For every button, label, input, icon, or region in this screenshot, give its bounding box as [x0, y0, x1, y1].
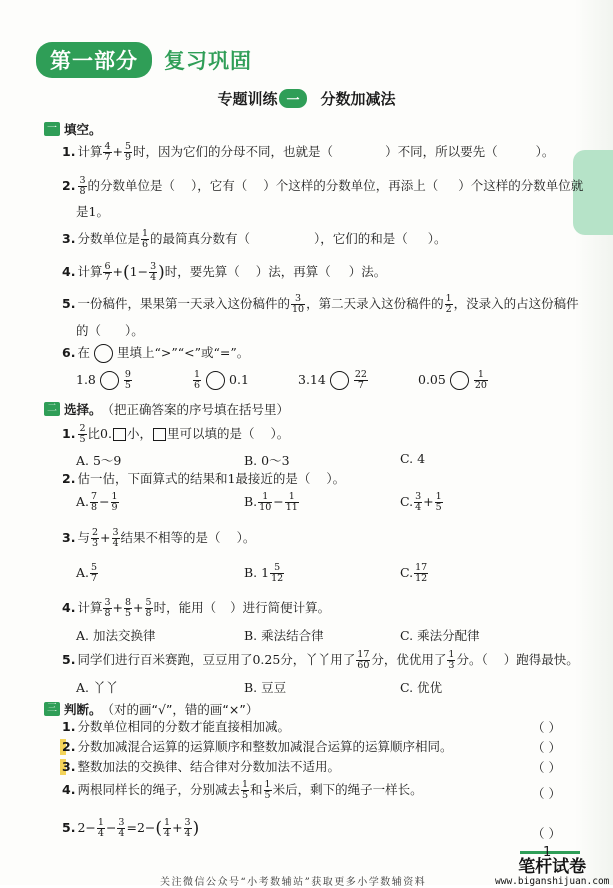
part-subtitle: 复习巩固 [164, 49, 252, 73]
fill-question-4: 4. 计算 $\frac{6}{7}$ +(1− $\frac{3}{4}$ )时，要先算（ ）法，再算（ ）法。 [62, 261, 387, 283]
judge-question-2: 2. 分数加减混合运算的运算顺序和整数加减混合运算的运算顺序相同。 [62, 739, 453, 754]
choice-1-option-c: C. 4 [400, 451, 426, 466]
compare-circle-icon [100, 371, 119, 390]
blank-box-icon [153, 428, 166, 441]
section-title: 判断。 [64, 702, 102, 717]
compare-item-b: $\frac{1}{6}$ 0.1 [194, 369, 249, 391]
judge-question-1: 1. 分数单位相同的分数才能直接相加减。 [62, 719, 290, 734]
choice-4-option-b: B. 乘法结合律 [244, 628, 324, 643]
choice-1-option-b: B. 0～3 [244, 453, 290, 468]
choice-1-option-a: A. 5～9 [76, 453, 122, 468]
choice-3-option-c: C. $\frac{17}{12}$ [400, 562, 428, 584]
section-note: （把正确答案的序号填在括号里） [101, 402, 290, 417]
compare-circle-icon [94, 344, 113, 363]
compare-item-d: 0.05 $\frac{1}{20}$ [418, 369, 487, 391]
judge-question-3: 3. 整数加法的交换律、结合律对分数加法不适用。 [62, 759, 340, 774]
section-badge: 一 [44, 122, 60, 136]
page-edge-shade [575, 0, 613, 885]
section-title: 选择。 [64, 402, 102, 417]
choice-4-option-a: A. 加法交换律 [76, 628, 156, 643]
judge-question-4: 4. 两根同样长的绳子，分别减去 $\frac{1}{5}$ 和 $\frac{1}{5}$ 米后，剩下的绳子一样长。 [62, 779, 423, 801]
watermark-title: 笔杆试卷 [518, 857, 587, 877]
choice-question-3: 3. 与 $\frac{2}{3}$ + $\frac{3}{4}$ 结果不相等的是（ ）。 [62, 527, 256, 549]
fill-question-2-cont: 是1。 [76, 204, 109, 219]
choice-2-option-c: C. $\frac{3}{4}$ + $\frac{1}{5}$ [400, 491, 442, 513]
choice-3-option-b: B. 1 $\frac{5}{12}$ [244, 562, 284, 584]
topic-name: 分数加减法 [320, 90, 396, 108]
section-true-false [44, 700, 258, 718]
part-header [36, 42, 252, 78]
choice-3-option-a: A. $\frac{5}{7}$ [76, 562, 98, 584]
choice-question-2: 2. 估一估，下面算式的结果和1最接近的是（ ）。 [62, 471, 346, 486]
page-number: 1 [543, 845, 552, 860]
judge-question-5: 5. 2− $\frac{1}{4}$ − $\frac{3}{4}$ =2−( $\frac{1}{4}$ + $\frac{3}{4}$ ) [62, 817, 200, 839]
judge-4-answer-box: （ ） [532, 786, 561, 801]
choice-2-option-a: A. $\frac{7}{8}$ − $\frac{1}{9}$ [76, 491, 118, 513]
choice-4-option-c: C. 乘法分配律 [400, 628, 480, 643]
choice-5-option-a: A. 丫丫 [76, 680, 118, 695]
section-multiple-choice [44, 400, 289, 418]
section-title: 填空。 [64, 122, 102, 137]
fill-question-6: 6. 在 里填上“>”“<”或“=”。 [62, 344, 249, 363]
section-badge: 二 [44, 402, 60, 416]
topic-title [0, 88, 613, 109]
fill-question-5-cont: 的（ ）。 [76, 323, 144, 338]
footer-note: 关注微信公众号“小考数辅站”获取更多小学数辅资料 [160, 877, 427, 888]
fill-question-1: 1. 计算 $\frac{4}{7}$ + $\frac{5}{9}$ 时，因为它们的分母不同，也就是（ ）不同，所以要先（ ）。 [62, 141, 555, 163]
choice-question-1: 1. $\frac{2}{5}$ 比0. 小， 里可以填的是（ ）。 [62, 423, 290, 445]
part-label: 第一部分 [36, 42, 152, 78]
judge-2-answer-box: （ ） [532, 740, 561, 755]
watermark-url: www.biganshijuan.com [495, 876, 610, 887]
section-note: （对的画“√”，错的画“×”） [101, 702, 259, 717]
watermark-logo [495, 852, 609, 887]
judge-3-answer-box: （ ） [532, 760, 561, 775]
topic-prefix: 专题训练 [217, 90, 278, 108]
topic-number-badge: 一 [279, 89, 306, 108]
judge-5-answer-box: （ ） [532, 826, 561, 841]
compare-circle-icon [450, 371, 469, 390]
fill-question-5: 5. 一份稿件，果果第一天录入这份稿件的 $\frac{3}{10}$ ，第二天录入这份稿件的 $\frac{1}{2}$ ，没录入的占这份稿件 [62, 293, 579, 315]
fill-question-2: 2. $\frac{3}{8}$ 的分数单位是（ ），它有（ ）个这样的分数单位，再添上（ ）个这样的分数单位就 [62, 175, 584, 197]
choice-question-4: 4. 计算 $\frac{3}{8}$ + $\frac{8}{5}$ + $\frac{5}{8}$ 时，能用（ ）进行简便计算。 [62, 597, 331, 619]
choice-2-option-b: B. $\frac{1}{10}$ − $\frac{1}{11}$ [244, 491, 298, 513]
choice-5-option-c: C. 优优 [400, 680, 443, 695]
section-badge: 三 [44, 702, 60, 716]
choice-question-5: 5. 同学们进行百米赛跑，豆豆用了0.25分，丫丫用了 $\frac{17}{60}$ 分，优优用了 $\frac{1}{3}$ 分。（ ）跑得最快。 [62, 649, 579, 671]
choice-5-option-b: B. 豆豆 [244, 680, 287, 695]
section-fill-blank [44, 120, 102, 138]
compare-item-c: 3.14 $\frac{22}{7}$ [298, 369, 367, 391]
compare-circle-icon [330, 371, 349, 390]
fill-question-3: 3. 分数单位是 $\frac{1}{6}$ 的最简真分数有（ ），它们的和是（ ）。 [62, 228, 447, 250]
compare-circle-icon [206, 371, 225, 390]
judge-1-answer-box: （ ） [532, 720, 561, 735]
blank-box-icon [113, 428, 126, 441]
compare-item-a: 1.8 $\frac{9}{5}$ [76, 369, 131, 391]
